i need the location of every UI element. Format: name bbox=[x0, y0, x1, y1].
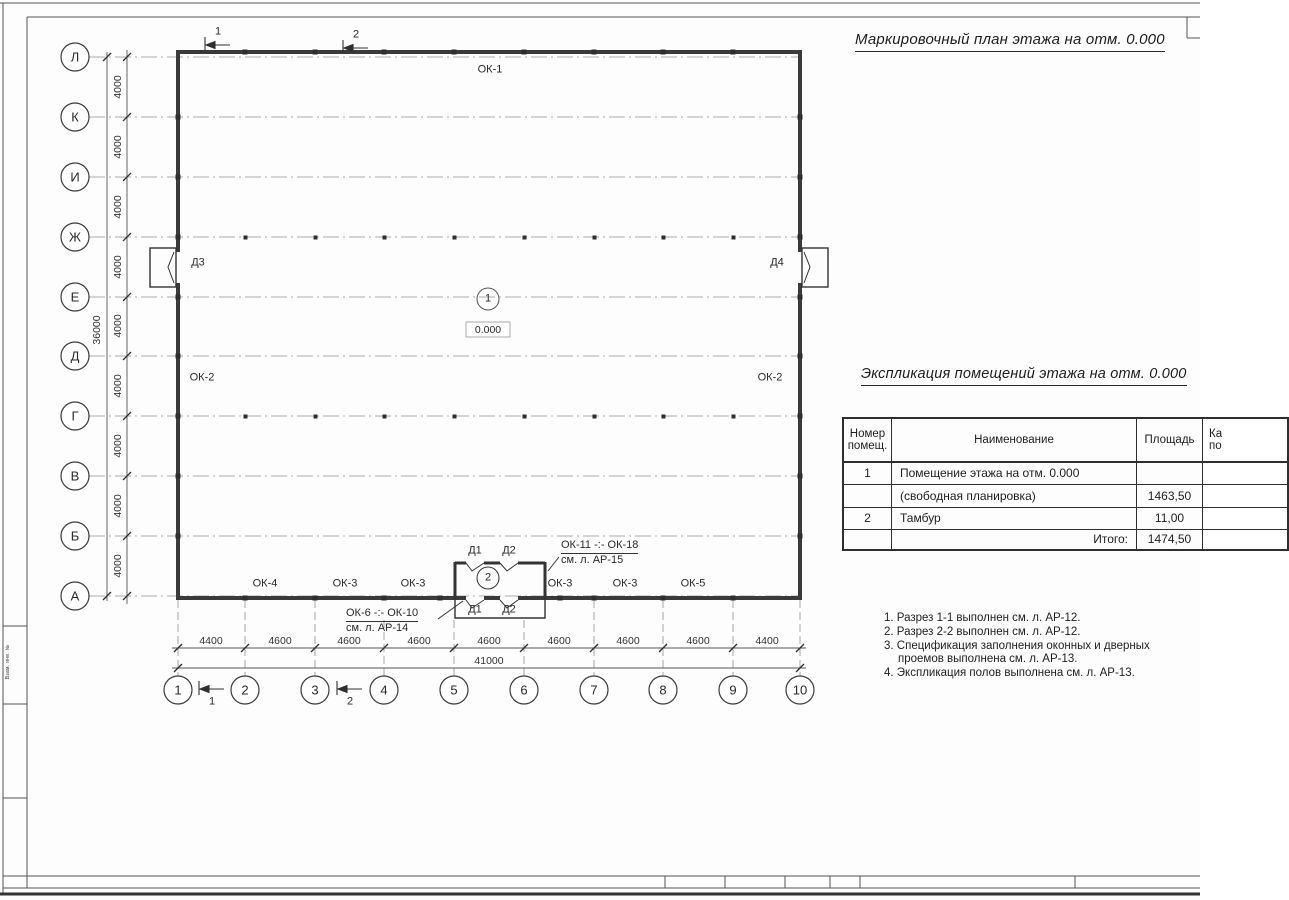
cell-area: 11,00 bbox=[1137, 507, 1203, 529]
room-schedule-title: Экспликация помещений этажа на отм. 0.000 bbox=[861, 366, 1187, 386]
axis-label-col: 7 bbox=[590, 682, 598, 698]
cell-name: Помещение этажа на отм. 0.000 bbox=[892, 462, 1137, 484]
cell-area: 1463,50 bbox=[1137, 484, 1203, 507]
cell-extra bbox=[1203, 484, 1289, 507]
dim-bottom: 4600 bbox=[616, 634, 640, 647]
axis-label-col: 4 bbox=[380, 682, 388, 698]
dim-left: 4000 bbox=[111, 374, 124, 398]
dim-left-total: 36000 bbox=[90, 315, 103, 345]
frame-side-label: Взам. инв. № bbox=[5, 644, 11, 680]
axis-label-row: Д bbox=[70, 348, 80, 364]
window-mark-ok2-right: ОК-2 bbox=[757, 371, 783, 384]
section-mark-2-top: 2 bbox=[352, 28, 360, 41]
window-mark-ok1: ОК-1 bbox=[477, 63, 503, 76]
total-label: Итого: bbox=[892, 529, 1137, 550]
door-mark-d1-bottom: Д1 bbox=[468, 603, 482, 616]
window-mark-bottom: ОК-4 bbox=[252, 577, 278, 590]
window-mark-bottom: ОК-3 bbox=[612, 577, 638, 590]
cell-name: Тамбур bbox=[892, 507, 1137, 529]
table-total-row bbox=[843, 529, 1288, 550]
cell-number: 1 bbox=[843, 462, 892, 484]
axis-label-row: А bbox=[70, 588, 80, 604]
dim-bottom: 4600 bbox=[686, 634, 710, 647]
door-d3 bbox=[150, 248, 176, 287]
leader-top-line2: см. л. АР-15 bbox=[561, 553, 624, 566]
axis-label-col: 5 bbox=[450, 682, 458, 698]
dim-left: 4000 bbox=[111, 554, 124, 578]
window-mark-bottom: ОК-3 bbox=[332, 577, 358, 590]
table-header-name: Наименование bbox=[892, 418, 1137, 462]
notes-list bbox=[884, 612, 1194, 681]
room-schedule-table bbox=[842, 417, 1289, 551]
room2-number: 2 bbox=[484, 571, 492, 584]
leader-bottom-annotation bbox=[346, 607, 418, 634]
total-value: 1474,50 bbox=[1137, 529, 1203, 550]
door-mark-d2-top: Д2 bbox=[502, 544, 516, 557]
axis-label-row: Е bbox=[70, 289, 80, 305]
note-item: 2. Разрез 2-2 выполнен см. л. АР-12. bbox=[884, 625, 1081, 638]
leader-top-annotation bbox=[561, 539, 638, 566]
dim-bottom-total: 41000 bbox=[474, 654, 504, 667]
dim-left: 4000 bbox=[111, 135, 124, 159]
cell-extra bbox=[1203, 529, 1289, 550]
table-header-number: Номер помещ. bbox=[843, 418, 892, 462]
door-mark-d2-bottom: Д2 bbox=[502, 603, 516, 616]
dim-left: 4000 bbox=[111, 494, 124, 518]
cell-name: (свободная планировка) bbox=[892, 484, 1137, 507]
section-mark-1-top: 1 bbox=[214, 25, 222, 38]
note-item: 3. Спецификация заполнения оконных и дверных проемов выполнена см. л. АР-13. bbox=[884, 639, 1150, 666]
room1-elevation: 0.000 bbox=[474, 323, 502, 336]
note-item: 4. Экспликация полов выполнена см. л. АР-13. bbox=[884, 667, 1135, 680]
dim-bottom: 4400 bbox=[755, 634, 779, 647]
dim-bottom: 4600 bbox=[268, 634, 292, 647]
window-mark-bottom: ОК-3 bbox=[400, 577, 426, 590]
table-row bbox=[843, 484, 1288, 507]
axis-label-row: И bbox=[70, 169, 80, 185]
table-row bbox=[843, 507, 1288, 529]
dim-bottom: 4600 bbox=[407, 634, 431, 647]
axis-label-row: Б bbox=[70, 528, 80, 544]
section-mark-2-bottom: 2 bbox=[346, 695, 354, 708]
table-header-area: Площадь bbox=[1137, 418, 1203, 462]
dim-left: 4000 bbox=[111, 75, 124, 99]
axis-label-row: В bbox=[70, 468, 80, 484]
axis-label-row: Л bbox=[70, 49, 80, 65]
axis-label-col: 10 bbox=[792, 682, 808, 698]
door-mark-d1-top: Д1 bbox=[468, 544, 482, 557]
window-mark-ok2-left: ОК-2 bbox=[189, 371, 215, 384]
note-item: 1. Разрез 1-1 выполнен см. л. АР-12. bbox=[884, 612, 1081, 624]
axis-label-col: 3 bbox=[311, 682, 319, 698]
leader-top-line1: ОК-11 -:- ОК-18 bbox=[561, 539, 638, 554]
table-header-partial: Ка по bbox=[1203, 418, 1289, 462]
door-mark-d4: Д4 bbox=[770, 256, 784, 269]
axis-label-row: Ж bbox=[68, 229, 82, 245]
section-mark-1-bottom: 1 bbox=[208, 695, 216, 708]
cell-number: 2 bbox=[843, 507, 892, 529]
axis-label-row: К bbox=[71, 109, 79, 125]
cell-extra bbox=[1203, 462, 1289, 484]
door-mark-d3: Д3 bbox=[191, 256, 205, 269]
plan-title: Маркировочный план этажа на отм. 0.000 bbox=[855, 31, 1165, 52]
axis-label-col: 1 bbox=[174, 682, 182, 698]
room1-number: 1 bbox=[484, 292, 492, 305]
window-mark-bottom: ОК-3 bbox=[547, 577, 573, 590]
axis-label-col: 2 bbox=[241, 682, 249, 698]
dim-left: 4000 bbox=[111, 195, 124, 219]
dim-bottom: 4400 bbox=[199, 634, 223, 647]
dim-left: 4000 bbox=[111, 434, 124, 458]
dim-bottom: 4600 bbox=[337, 634, 361, 647]
dim-bottom: 4600 bbox=[547, 634, 571, 647]
dim-left: 4000 bbox=[111, 255, 124, 279]
axis-label-col: 8 bbox=[659, 682, 667, 698]
dim-left: 4000 bbox=[111, 314, 124, 338]
cell-number bbox=[843, 484, 892, 507]
leader-bottom-line2: см. л. АР-14 bbox=[346, 621, 409, 634]
table-row bbox=[843, 462, 1288, 484]
cell-extra bbox=[1203, 507, 1289, 529]
axis-label-row: Г bbox=[71, 408, 79, 424]
cell-area bbox=[1137, 462, 1203, 484]
window-mark-bottom: ОК-5 bbox=[680, 577, 706, 590]
axis-label-col: 6 bbox=[520, 682, 528, 698]
door-d4 bbox=[802, 248, 828, 287]
dim-bottom: 4600 bbox=[477, 634, 501, 647]
axis-circles bbox=[61, 43, 814, 704]
axis-label-col: 9 bbox=[729, 682, 737, 698]
leader-bottom-line1: ОК-6 -:- ОК-10 bbox=[346, 607, 418, 622]
cell-number bbox=[843, 529, 892, 550]
